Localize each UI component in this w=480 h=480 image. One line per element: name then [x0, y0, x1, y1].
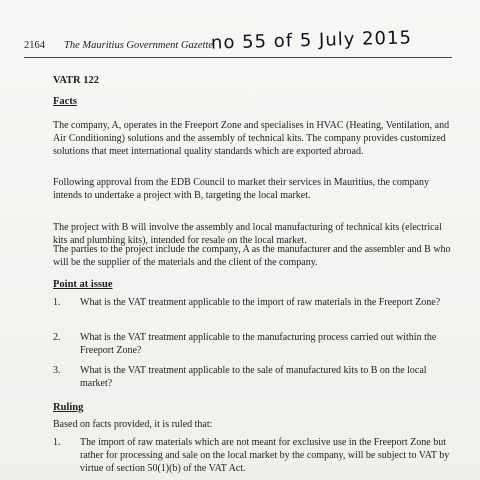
- ruling-intro: Based on facts provided, it is ruled that:: [53, 419, 213, 430]
- facts-paragraph: The company, A, operates in the Freeport Zone and specialises in HVAC (Heating, Ventilation, and Air Conditioning) solutions and the assembly of technical kits. The company provides customized solutions that meet international quality standards which are exported abroad.: [53, 120, 450, 157]
- page-number: 2164: [24, 40, 45, 51]
- issue-item: [53, 331, 453, 357]
- issue-number: 3.: [53, 365, 61, 376]
- header-rule: [24, 57, 452, 58]
- ruling-number: 1.: [53, 437, 61, 448]
- facts-paragraph: The parties to the project include the company, A as the manufacturer and the assembler and B who will be the supplier of the materials and the client of the company.: [53, 244, 451, 268]
- issue-item: [53, 296, 453, 309]
- ruling-heading: Ruling: [53, 402, 84, 413]
- issue-text: What is the VAT treatment applicable to the sale of manufactured kits to B on the local market?: [80, 365, 427, 389]
- facts-paragraph: The project with B will involve the assembly and local manufacturing of technical kits (electrical kits and plumbing kits), intended for resale on the local market.: [53, 222, 442, 246]
- issue-item: [53, 364, 453, 390]
- facts-paragraph: Following approval from the EDB Council to market their services in Mauritius, the company intends to undertake a project with B, targeting the local market.: [53, 177, 430, 201]
- issue-text: What is the VAT treatment applicable to the import of raw materials in the Freeport Zone?: [80, 297, 441, 308]
- issue-number: 2.: [53, 332, 61, 343]
- issue-number: 1.: [53, 297, 61, 308]
- issue-text: What is the VAT treatment applicable to the manufacturing process carried out within the Freeport Zone?: [80, 332, 437, 356]
- handwritten-note: no 55 of 5 July 2015: [210, 27, 413, 54]
- facts-heading: Facts: [53, 96, 77, 107]
- ruling-text: The import of raw materials which are not meant for exclusive use in the Freeport Zone but rather for processing and sale on the local market by the company, will be subject to VAT by virtue of section 50(1)(b) of the VAT Act.: [80, 437, 450, 474]
- point-at-issue-heading: Point at issue: [53, 279, 113, 290]
- gazette-title: The Mauritius Government Gazette: [64, 40, 214, 51]
- ruling-item: [53, 436, 453, 475]
- document-title: VATR 122: [53, 75, 99, 86]
